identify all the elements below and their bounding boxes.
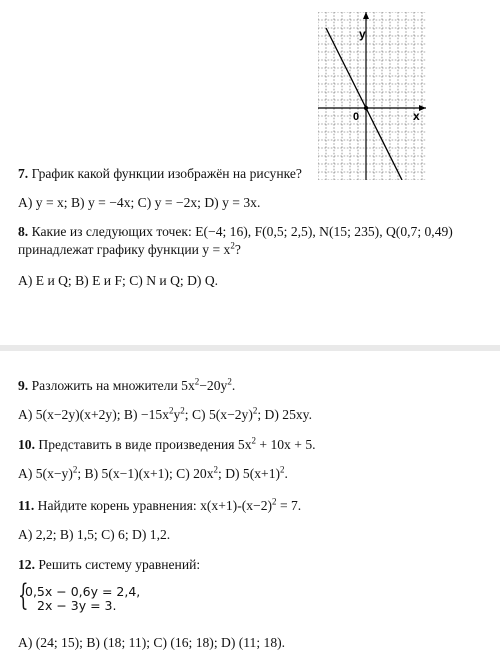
question-10-text-end: + 10x + 5. [256, 437, 316, 452]
question-8-cont [18, 242, 241, 258]
options-text: ; C) 5(x−2y) [184, 407, 253, 422]
superscript: 2 [227, 376, 232, 387]
origin-label: 0 [353, 111, 360, 123]
superscript: 2 [272, 496, 277, 507]
superscript: 2 [180, 405, 185, 416]
superscript: 2 [72, 464, 78, 475]
superscript: 2 [251, 435, 256, 446]
question-11-text-end: = 7. [276, 498, 302, 513]
question-10-number: 10. [18, 437, 35, 452]
options-text: A) y = x; B) y = −4x; C) y = −2x; D) y = 3x. [18, 195, 261, 210]
superscript: 2 [230, 240, 235, 251]
options-text: ; D) 5(x+1) [218, 466, 281, 481]
equation-1: 0,5x − 0,6y = 2,4, [25, 584, 141, 599]
question-11-text: Найдите корень уравнения: x(x+1)-(x−2) [34, 498, 273, 513]
function-line [326, 28, 402, 180]
question-12 [18, 557, 200, 573]
question-7-text: График какой функции изображён на рисунке? [28, 166, 302, 181]
y-axis-label: y [359, 27, 366, 41]
options-text: ; D) 25xy. [257, 407, 312, 422]
question-8-number: 8. [18, 224, 29, 239]
question-12-text: Решить систему уравнений: [35, 557, 201, 572]
question-10-text: Представить в виде произведения 5x [35, 437, 252, 452]
y-axis-arrow [363, 12, 369, 19]
question-9-number: 9. [18, 378, 29, 393]
question-9 [18, 378, 235, 394]
question-7-number: 7. [18, 166, 29, 181]
question-10-options [18, 466, 288, 482]
x-axis-arrow [419, 105, 426, 111]
question-8-text-end: ? [234, 242, 241, 257]
question-9-text: Разложить на множители 5x [28, 378, 195, 393]
superscript: 2 [280, 464, 285, 475]
options-text: A) 5(x−y) [18, 466, 73, 481]
superscript: 2 [169, 405, 174, 416]
superscript: 2 [213, 464, 219, 475]
options-text: A) (24; 15); B) (18; 11); C) (16; 18); D) (11; 18). [18, 635, 286, 650]
question-8-options [18, 273, 218, 289]
question-10 [18, 437, 316, 453]
question-8-text-2: принадлежат графику функции y = x [18, 242, 231, 257]
x-axis-label: x [413, 109, 420, 123]
question-7-options [18, 195, 260, 211]
options-text: A) E и Q; B) E и F; C) N и Q; D) Q. [18, 273, 219, 288]
options-text: y [173, 407, 181, 422]
question-11-options [18, 527, 170, 543]
question-9-text-mid: −20y [199, 378, 228, 393]
superscript: 2 [194, 376, 200, 387]
equation-2: 2x − 3y = 3. [37, 598, 117, 613]
question-9-text-end: . [231, 378, 236, 393]
question-11 [18, 498, 301, 514]
options-text: A) 2,2; B) 1,5; C) 6; D) 1,2. [18, 527, 171, 542]
superscript: 2 [252, 405, 258, 416]
origin-point [364, 106, 368, 110]
question-9-options [18, 407, 312, 423]
options-text: ; B) 5(x−1)(x+1); C) 20x [77, 466, 214, 481]
function-graph [318, 12, 426, 180]
question-8-text: Какие из следующих точек: E(−4; 16), F(0,5; 2,5), N(15; 235), Q(0,7; 0,49) [28, 224, 453, 239]
question-11-number: 11. [18, 498, 35, 513]
options-text: A) 5(x−2y)(x+2y); B) −15x [18, 407, 169, 422]
question-12-options [18, 635, 285, 651]
question-7 [18, 166, 302, 182]
graph-grid [318, 12, 426, 180]
system-brace: { [18, 578, 29, 613]
options-text: . [284, 466, 288, 481]
question-12-number: 12. [18, 557, 35, 572]
question-8 [18, 224, 453, 240]
